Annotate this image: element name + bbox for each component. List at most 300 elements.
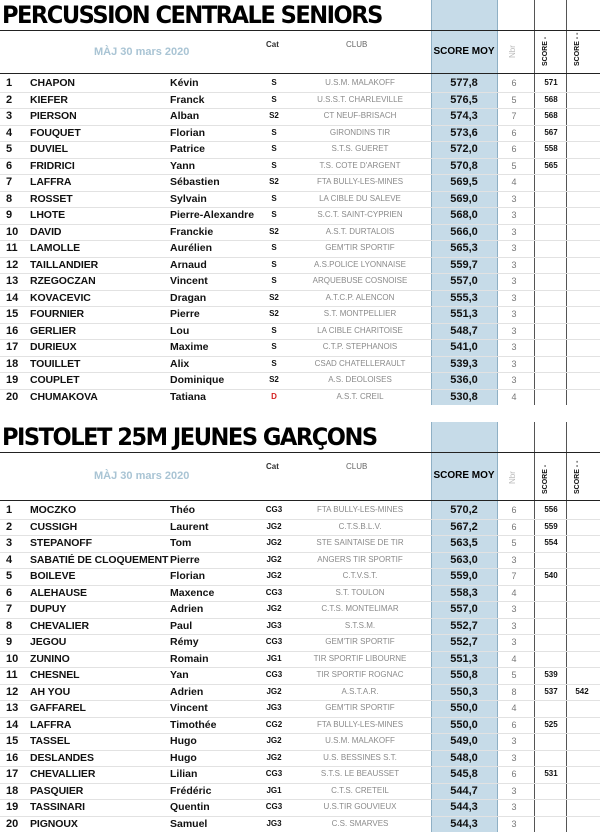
table-row [0,323,600,340]
header-top-rule [0,452,600,453]
score-minus-minus-cell: 542 [575,686,589,696]
category-cell: S [271,325,277,335]
first-name-cell: Théo [170,504,196,516]
count-cell: 3 [511,226,517,237]
count-cell: 7 [511,111,517,121]
average-score-cell: 545,8 [450,768,478,780]
club-cell: C.T.S.B.L.V. [338,521,382,531]
last-name-cell: MOCZKO [30,504,77,516]
category-cell: CG3 [265,670,283,679]
category-cell: JG1 [266,785,282,795]
club-cell: U.S. BESSINES S.T. [323,752,397,762]
club-cell: LA CIBLE DU SALEVE [319,193,401,203]
column-header-score: SCORE MOY [433,46,495,57]
category-cell: S2 [269,111,279,120]
table-row [0,174,600,191]
count-cell: 6 [511,769,517,779]
count-cell: 8 [511,686,517,697]
last-name-cell: DAVID [30,225,62,238]
first-name-cell: Alix [170,357,190,370]
club-cell: U.S.M. MALAKOFF [325,78,395,87]
column-header-score-minus: SCORE - [542,36,549,66]
table-row [0,191,600,208]
club-cell: S.T.S.M. [344,620,376,630]
category-cell: D [271,391,277,401]
section-title: PISTOLET 25M JEUNES GARÇONS [2,423,377,451]
first-name-cell: Pierre-Alexandre [170,209,255,221]
average-score-cell: 544,3 [450,817,478,830]
table-row [0,257,600,274]
last-name-cell: AH YOU [30,685,71,698]
last-name-cell: TAILLANDIER [30,258,99,271]
last-name-cell: GERLIER [30,324,76,337]
count-cell: 3 [511,259,517,270]
table-row [0,585,600,602]
first-name-cell: Paul [170,619,193,632]
last-name-cell: ROSSET [30,192,73,205]
category-cell: JG2 [266,538,282,547]
first-name-cell: Romain [170,652,209,665]
rank-cell: 16 [6,324,19,337]
rank-cell: 5 [6,143,13,155]
table-row [0,75,600,92]
average-score-cell: 550,0 [450,718,478,731]
count-cell: 4 [511,391,517,402]
category-cell: S2 [269,375,279,384]
first-name-cell: Yann [170,159,196,172]
last-name-cell: PIERSON [30,110,77,122]
first-name-cell: Florian [170,126,206,139]
category-cell: S [271,127,277,137]
last-name-cell: DESLANDES [30,751,94,764]
table-row [0,684,600,701]
count-cell: 5 [511,538,517,548]
average-score-cell: 565,3 [450,242,478,254]
table-row [0,618,600,635]
first-name-cell: Pierre [170,553,200,566]
average-score-cell: 550,3 [450,685,478,698]
rank-cell: 9 [6,636,13,648]
table-row [0,783,600,800]
rank-cell: 18 [6,357,19,370]
category-cell: JG2 [266,571,282,580]
last-name-cell: CHUMAKOVA [30,390,98,403]
average-score-cell: 549,0 [450,735,478,747]
category-cell: S2 [269,292,279,302]
average-score-cell: 559,0 [450,570,478,582]
first-name-cell: Franckie [170,225,214,238]
count-cell: 6 [511,719,517,730]
average-score-cell: 576,5 [450,93,478,106]
category-cell: CG3 [265,637,283,646]
average-score-cell: 555,3 [450,291,478,304]
table-row [0,372,600,389]
category-cell: JG3 [266,703,282,712]
average-score-cell: 550,8 [450,669,478,681]
table-row [0,290,600,307]
score-minus-cell: 558 [544,144,558,153]
score-minus-cell: 537 [544,686,558,696]
first-name-cell: Quentin [170,801,210,813]
club-cell: GEM'TIR SPORTIF [325,703,395,712]
last-name-cell: CHEVALIER [30,619,89,632]
table-row [0,816,600,832]
last-name-cell: TASSINARI [30,801,85,813]
last-name-cell: TASSEL [30,735,71,747]
rank-cell: 18 [6,784,19,797]
score-minus-cell: 554 [544,538,558,547]
category-cell: S2 [269,309,279,318]
last-name-cell: CUSSIGH [30,520,78,533]
count-cell: 5 [511,160,517,171]
rank-cell: 17 [6,768,19,780]
count-cell: 3 [511,375,517,385]
column-header-nbr: Nbr [508,471,517,484]
column-header-club: CLUB [346,40,368,49]
rank-cell: 13 [6,275,19,287]
category-cell: CG3 [265,769,283,778]
club-cell: GEM'TIR SPORTIF [325,243,395,252]
first-name-cell: Tom [170,537,192,549]
average-score-cell: 552,7 [450,636,478,648]
table-row [0,125,600,142]
average-score-cell: 563,0 [450,553,478,566]
first-name-cell: Lou [170,324,190,337]
average-score-cell: 557,0 [450,603,478,615]
table-row [0,535,600,552]
header-bottom-rule [0,500,600,501]
score-minus-cell: 559 [544,521,558,531]
count-cell: 4 [511,703,517,713]
count-cell: 3 [511,358,517,369]
rank-cell: 4 [6,126,13,139]
table-row [0,667,600,684]
column-header-club: CLUB [346,462,368,471]
rank-cell: 8 [6,619,13,632]
average-score-cell: 552,7 [450,619,478,632]
first-name-cell: Tatiana [170,390,206,403]
club-cell: A.T.C.P. ALENCON [325,292,395,302]
average-score-cell: 563,5 [450,537,478,549]
average-score-cell: 544,7 [450,784,478,797]
last-name-cell: ZUNINO [30,652,70,665]
club-cell: C.T.S. MONTELIMAR [321,604,399,613]
category-cell: JG2 [266,554,282,564]
last-name-cell: FOURNIER [30,308,85,320]
update-date: MÀJ 30 mars 2020 [94,470,190,482]
first-name-cell: Maxime [170,341,209,353]
first-name-cell: Florian [170,570,206,582]
average-score-cell: 566,0 [450,225,478,238]
average-score-cell: 557,0 [450,275,478,287]
count-cell: 3 [511,620,517,631]
score-minus-cell: 556 [544,505,558,514]
last-name-cell: RZEGOCZAN [30,275,96,287]
rank-cell: 8 [6,192,13,205]
count-cell: 3 [511,554,517,565]
rank-cell: 7 [6,176,13,188]
table-row [0,108,600,125]
first-name-cell: Kévin [170,77,199,89]
club-cell: S.T.S. GUERET [331,144,389,153]
rank-cell: 16 [6,751,19,764]
last-name-cell: CHESNEL [30,669,80,681]
table-row [0,634,600,651]
first-name-cell: Vincent [170,702,208,714]
score-minus-cell: 568 [544,111,558,120]
last-name-cell: KOVACEVIC [30,291,91,304]
score-minus-cell: 567 [544,127,558,137]
first-name-cell: Laurent [170,520,209,533]
table-row [0,519,600,536]
club-cell: A.S.T.A.R. [341,686,379,696]
table-row [0,389,600,406]
table-row [0,240,600,257]
first-name-cell: Pierre [170,308,200,320]
club-cell: FTA BULLY-LES-MINES [316,177,404,186]
rank-cell: 20 [6,390,19,403]
score-minus-cell: 540 [544,571,558,580]
rank-cell: 3 [6,110,13,122]
table-row [0,766,600,783]
category-cell: S2 [269,226,279,236]
club-cell: U.S.M. MALAKOFF [325,736,395,745]
club-cell: S.T.S. LE BEAUSSET [320,769,400,778]
rank-cell: 14 [6,291,19,304]
rank-cell: 17 [6,341,19,353]
table-row [0,717,600,734]
average-score-cell: 541,0 [450,341,478,353]
count-cell: 5 [511,94,517,105]
rank-cell: 3 [6,537,13,549]
last-name-cell: LAMOLLE [30,242,81,254]
rank-cell: 2 [6,520,13,533]
count-cell: 3 [511,292,517,303]
last-name-cell: TOUILLET [30,357,81,370]
club-cell: A.S.T. DURTALOIS [325,226,395,236]
last-name-cell: JEGOU [30,636,67,648]
category-cell: CG2 [265,719,283,729]
first-name-cell: Yan [170,669,189,681]
category-cell: CG3 [265,587,283,597]
count-cell: 3 [511,637,517,647]
category-cell: CG3 [265,802,283,811]
category-cell: S [271,276,277,285]
count-cell: 6 [511,78,517,88]
last-name-cell: CHEVALLIER [30,768,96,780]
count-cell: 4 [511,587,517,598]
average-score-cell: 570,2 [450,504,478,516]
score-minus-cell: 525 [544,719,558,729]
table-row [0,273,600,290]
rank-cell: 9 [6,209,13,221]
count-cell: 3 [511,604,517,614]
score-minus-cell: 571 [544,78,558,87]
first-name-cell: Maxence [170,586,215,599]
column-header-nbr: Nbr [508,45,517,58]
table-row [0,750,600,767]
category-cell: S [271,144,277,153]
category-cell: JG1 [266,653,282,663]
club-cell: LA CIBLE CHARITOISE [317,325,403,335]
club-cell: GEM'TIR SPORTIF [325,637,395,646]
first-name-cell: Aurélien [170,242,213,254]
table-row [0,224,600,241]
category-cell: CG3 [265,505,283,514]
average-score-cell: 548,7 [450,324,478,337]
average-score-cell: 574,3 [450,110,478,122]
first-name-cell: Adrien [170,603,204,615]
column-header-score-minus-minus: SCORE - - [574,460,581,494]
count-cell: 3 [511,309,517,319]
score-minus-cell: 531 [544,769,558,778]
rank-cell: 15 [6,735,19,747]
club-cell: CSAD CHATELLERAULT [314,358,406,368]
rank-cell: 2 [6,93,13,106]
table-row [0,158,600,175]
category-cell: S [271,193,277,203]
category-cell: S [271,210,277,219]
club-cell: T.S. COTE D'ARGENT [319,160,401,170]
club-cell: C.S. SMARVES [331,818,389,828]
club-cell: A.S.T. CREIL [336,391,384,401]
category-cell: JG2 [266,686,282,696]
category-cell: JG2 [266,604,282,613]
last-name-cell: FOUQUET [30,126,81,139]
score-minus-cell: 568 [544,94,558,104]
first-name-cell: Rémy [170,636,199,648]
count-cell: 3 [511,785,517,796]
table-row [0,339,600,356]
average-score-cell: 530,8 [450,390,478,403]
rank-cell: 5 [6,570,13,582]
count-cell: 5 [511,670,517,680]
last-name-cell: DUVIEL [30,143,68,155]
rank-cell: 7 [6,603,13,615]
average-score-cell: 569,0 [450,192,478,205]
table-row [0,568,600,585]
last-name-cell: ALEHAUSE [30,586,87,599]
table-row [0,651,600,668]
club-cell: ANGERS TIR SPORTIF [317,554,403,564]
average-score-cell: 568,0 [450,209,478,221]
table-row [0,733,600,750]
last-name-cell: DUPUY [30,603,67,615]
first-name-cell: Samuel [170,817,208,830]
rank-cell: 11 [6,669,18,681]
last-name-cell: PIGNOUX [30,817,78,830]
count-cell: 3 [511,210,517,220]
table-row [0,502,600,519]
count-cell: 3 [511,752,517,763]
last-name-cell: STEPANOFF [30,537,92,549]
table-row [0,799,600,816]
count-cell: 3 [511,243,517,253]
club-cell: ARQUEBUSE COSNOISE [312,276,408,285]
rank-cell: 6 [6,159,13,172]
column-header-cat: Cat [266,40,279,49]
count-cell: 3 [511,802,517,812]
count-cell: 3 [511,276,517,286]
first-name-cell: Patrice [170,143,206,155]
average-score-cell: 569,5 [450,176,478,188]
average-score-cell: 570,8 [450,159,478,172]
header-top-rule [0,30,600,31]
category-cell: JG2 [266,736,282,745]
category-cell: S [271,94,277,104]
rank-cell: 20 [6,817,19,830]
column-header-score-minus-minus: SCORE - - [574,32,581,66]
category-cell: S [271,160,277,170]
count-cell: 6 [511,505,517,515]
first-name-cell: Alban [170,110,200,122]
category-cell: S [271,358,277,368]
first-name-cell: Franck [170,93,205,106]
average-score-cell: 536,0 [450,374,478,386]
category-cell: S [271,78,277,87]
club-cell: S.T. MONTPELLIER [323,309,397,318]
first-name-cell: Frédéric [170,784,212,797]
club-cell: C.T.P. STEPHANOIS [322,342,398,351]
category-cell: S [271,243,277,252]
count-cell: 4 [511,177,517,187]
update-date: MÀJ 30 mars 2020 [94,46,190,58]
score-minus-cell: 565 [544,160,558,170]
first-name-cell: Arnaud [170,258,207,271]
column-header-score-minus: SCORE - [542,464,549,494]
category-cell: JG3 [266,620,282,630]
table-row [0,306,600,323]
last-name-cell: CHAPON [30,77,75,89]
last-name-cell: LHOTE [30,209,66,221]
club-cell: GIRONDINS TIR [329,127,391,137]
last-name-cell: PASQUIER [30,784,84,797]
category-cell: JG2 [266,521,282,531]
club-cell: FTA BULLY-LES-MINES [316,719,404,729]
header-bottom-rule [0,73,600,74]
rank-cell: 11 [6,242,18,254]
club-cell: C.T.S. CRETEIL [331,785,389,795]
last-name-cell: GAFFAREL [30,702,86,714]
column-header-cat: Cat [266,462,279,471]
category-cell: S [271,342,277,351]
first-name-cell: Sébastien [170,176,220,188]
first-name-cell: Adrien [170,685,204,698]
first-name-cell: Timothée [170,718,217,731]
table-row [0,92,600,109]
average-score-cell: 551,3 [450,308,478,320]
club-cell: S.T. TOULON [335,587,385,597]
average-score-cell: 548,0 [450,751,478,764]
club-cell: S.C.T. SAINT-CYPRIEN [317,210,403,219]
first-name-cell: Hugo [170,735,197,747]
last-name-cell: LAFFRA [30,176,72,188]
first-name-cell: Hugo [170,751,197,764]
section-title: PERCUSSION CENTRALE SENIORS [2,1,382,29]
average-score-cell: 572,0 [450,143,478,155]
club-cell: FTA BULLY-LES-MINES [316,505,404,514]
last-name-cell: SABATIÉ DE CLOQUEMENT [30,553,169,566]
count-cell: 3 [511,325,517,336]
count-cell: 7 [511,571,517,581]
rank-cell: 6 [6,586,13,599]
first-name-cell: Lilian [170,768,198,780]
club-cell: C.T.V.S.T. [342,571,378,580]
category-cell: S2 [269,177,279,186]
last-name-cell: FRIDRICI [30,159,75,172]
rank-cell: 4 [6,553,13,566]
count-cell: 6 [511,127,517,138]
